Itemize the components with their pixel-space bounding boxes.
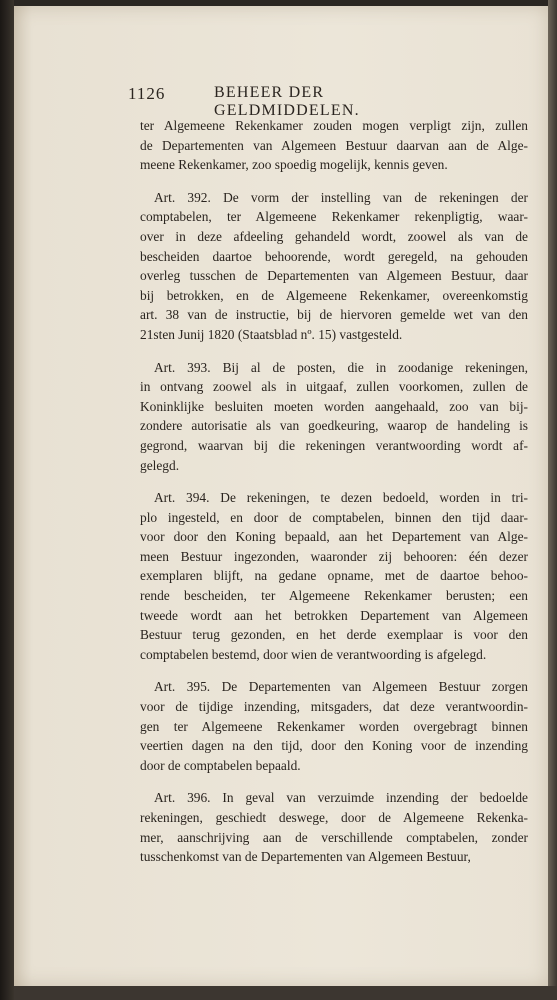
text-line: Koninklijke besluiten moeten worden aangehaald, zoo van bij- xyxy=(140,398,528,414)
paragraph-gap xyxy=(140,345,528,358)
text-line: voor de tijdige inzending, mitsgaders, dat deze verantwoordin- xyxy=(140,699,528,715)
paragraph xyxy=(140,188,528,345)
text-line: gegrond, waarvan bij die rekeningen verantwoording wordt af- xyxy=(140,437,528,453)
text-line: over in deze afdeeling gehandeld wordt, zoowel als van de xyxy=(140,228,528,244)
text-line: gelegd. xyxy=(140,457,180,473)
text-line: tweede wordt aan het betrokken Departement van Algemeen xyxy=(140,607,528,623)
text-line: Art. 394. De rekeningen, te dezen bedoeld, worden in tri- xyxy=(154,490,528,506)
text-line: meen Bestuur ingezonden, waaronder zij behooren: één dezer xyxy=(140,548,528,564)
paragraph xyxy=(140,116,528,175)
text-line: veertien dagen na den tijd, door den Koning voor de inzending xyxy=(140,738,528,754)
page-number: 1126 xyxy=(128,84,166,103)
paragraph-gap xyxy=(140,175,528,188)
text-line: Art. 396. In geval van verzuimde inzending der bedoelde xyxy=(154,790,528,806)
text-line: plo ingesteld, en door de comptabelen, binnen den tijd daar- xyxy=(140,509,528,525)
paragraph xyxy=(140,358,528,476)
paragraph xyxy=(140,788,528,866)
paragraph-gap xyxy=(140,664,528,677)
text-line: comptabelen bestemd, door wien de verantwoording is afgelegd. xyxy=(140,646,487,662)
text-line: Art. 392. De vorm der instelling van de rekeningen der xyxy=(154,189,528,205)
text-line: 21sten Junij 1820 (Staatsblad nº. 15) vastgesteld. xyxy=(140,326,403,342)
text-line: art. 38 van de instructie, bij de hiervoren gemelde wet van den xyxy=(140,307,528,323)
page-edge xyxy=(548,0,557,1000)
running-title: BEHEER DER GELDMIDDELEN. xyxy=(214,84,360,119)
paragraph xyxy=(140,677,528,775)
text-line: in ontvang zoowel als in uitgaaf, zullen voorkomen, zullen de xyxy=(140,379,528,395)
text-line: overleg tusschen de Departementen van Algemeen Bestuur, daar xyxy=(140,268,528,284)
text-line: door de comptabelen bepaald. xyxy=(140,757,301,773)
text-line: exemplaren blijft, na gedane opname, met de daartoe behoo- xyxy=(140,568,528,584)
page-header xyxy=(128,84,458,119)
text-line: Art. 395. De Departementen van Algemeen Bestuur zorgen xyxy=(154,679,528,695)
text-line: gen ter Algemeene Rekenkamer worden overgebragt binnen xyxy=(140,718,528,734)
text-line: voor door den Koning bepaald, aan het Departement van Alge- xyxy=(140,529,528,545)
text-line: Bestuur terug gezonden, en het derde exemplaar is voor den xyxy=(140,627,528,643)
text-line: rende bescheiden, ter Algemeene Rekenkamer berusten; een xyxy=(140,588,528,604)
text-line: comptabelen, ter Algemeene Rekenkamer rekenpligtig, waar- xyxy=(140,209,528,225)
text-line: zondere autorisatie als van goedkeuring, waarop de handeling is xyxy=(140,418,528,434)
book-spine-shadow xyxy=(0,0,14,1000)
text-line: Art. 393. Bij al de posten, die in zoodanige rekeningen, xyxy=(154,359,528,375)
text-line: meene Rekenkamer, zoo spoedig mogelijk, kennis geven. xyxy=(140,157,448,173)
text-line: tusschenkomst van de Departementen van Algemeen Bestuur, xyxy=(140,849,471,865)
body-text xyxy=(140,116,528,867)
paragraph xyxy=(140,488,528,664)
page-bottom-edge xyxy=(14,986,557,1000)
text-line: mer, aanschrijving aan de verschillende comptabelen, zonder xyxy=(140,829,528,845)
text-line: ter Algemeene Rekenkamer zouden mogen verpligt zijn, zullen xyxy=(140,118,528,133)
text-line: de Departementen van Algemeen Bestuur daarvan aan de Alge- xyxy=(140,137,528,153)
text-line: bij betrokken, en de Algemeene Rekenkamer, overeenkomstig xyxy=(140,287,528,303)
paragraph-gap xyxy=(140,775,528,788)
paragraph-gap xyxy=(140,475,528,488)
text-line: rekeningen, geschiedt deswege, door de Algemeene Rekenka- xyxy=(140,810,528,825)
text-line: bescheiden daartoe behoorende, wordt geregeld, na gehouden xyxy=(140,248,528,264)
